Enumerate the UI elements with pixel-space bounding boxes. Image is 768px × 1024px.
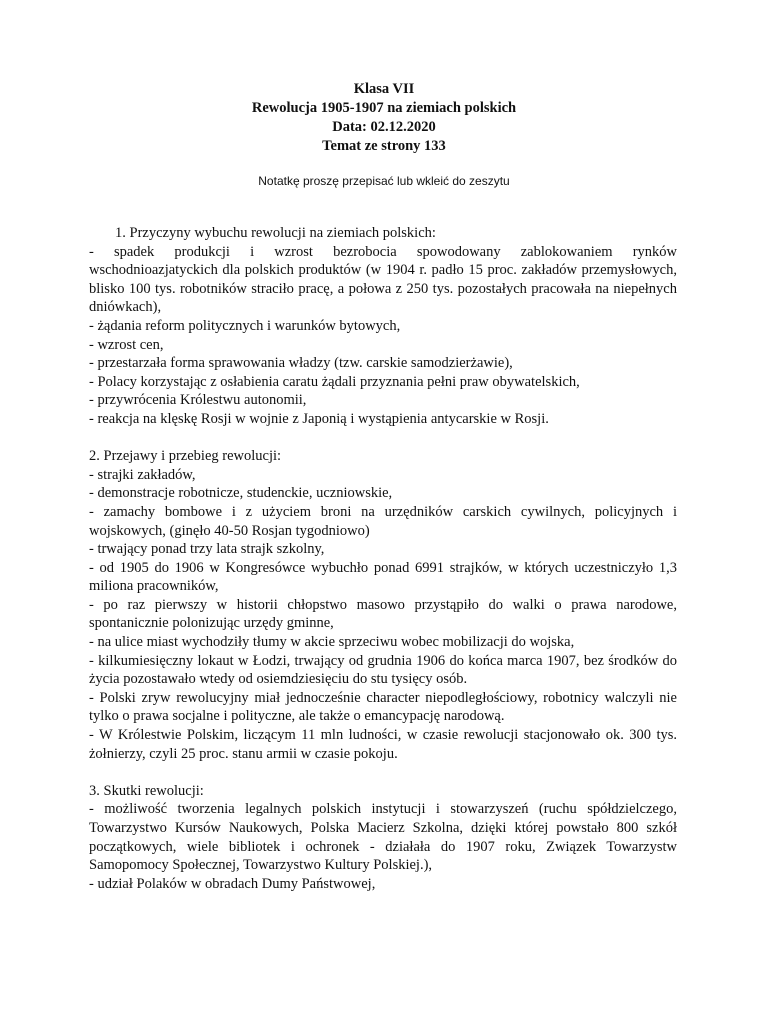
section-1-item: - wzrost cen, — [89, 336, 164, 353]
section-2-item: - na ulice miast wychodziły tłumy w akcie sprzeciwu wobec mobilizacji do wojska, — [89, 634, 575, 651]
class-line: Klasa VII — [353, 81, 415, 97]
section-3-title: 3. Skutki rewolucji: — [89, 782, 204, 799]
section-2-title: 2. Przejawy i przebieg rewolucji: — [89, 448, 282, 465]
section-2-item: - po raz pierwszy w historii chłopstwo masowo przystąpiło do walki o prawa narodowe, spontanicznie polonizując urzędy gminne, — [89, 596, 677, 632]
lesson-date: Data: 02.12.2020 — [332, 119, 436, 135]
section-2-item: - demonstracje robotnicze, studenckie, uczniowskie, — [89, 485, 393, 502]
section-2-item: - strajki zakładów, — [89, 466, 196, 483]
instruction-note: Notatkę proszę przepisać lub wkleić do zeszytu — [258, 174, 510, 188]
section-1-item: - żądania reform politycznych i warunków bytowych, — [89, 317, 401, 334]
section-1-item: - przywrócenia Królestwu autonomii, — [89, 392, 307, 409]
section-1-item: - spadek produkcji i wzrost bezrobocia spowodowany zablokowaniem rynków wschodnioazjatyckich dla polskich produktów (w 1904 r. padło 15 proc. zakładów przemysłowych, blisko 100 tys. robotników straciło pracę, a połowa z 250 tys. pozostałych pracowała na niepełnych dniówkach), — [89, 243, 677, 316]
section-2-item: - W Królestwie Polskim, liczącym 11 mln ludności, w czasie rewolucji stacjonowało ok. 300 tys. żołnierzy, czyli 25 proc. stanu armii w czasie pokoju. — [89, 727, 677, 762]
lesson-topic: Temat ze strony 133 — [322, 138, 446, 154]
document-body — [89, 224, 677, 893]
section-spacer — [89, 429, 677, 448]
section-2-item: - zamachy bombowe i z użyciem broni na urzędników carskich cywilnych, policyjnych i wojskowych, (ginęło 40-50 Rosjan tygodniowo) — [89, 503, 677, 539]
section-2-item: - kilkumiesięczny lokaut w Łodzi, trwający od grudnia 1906 do końca marca 1907, bez środków do życia pozostawało wtedy od osiemdziesięciu do stu tysięcy osób. — [89, 652, 677, 688]
section-1-item: - reakcja na klęskę Rosji w wojnie z Japonią i wystąpienia antycarskie w Rosji. — [89, 410, 549, 427]
section-1-item: - Polacy korzystając z osłabienia caratu żądali przyznania pełni praw obywatelskich, — [89, 373, 580, 390]
section-2-item: - Polski zryw rewolucyjny miał jednocześnie character niepodległościowy, robotnicy walczyli nie tylko o prawa socjalne i polityczne, ale także o emancypację narodową. — [89, 689, 677, 725]
section-1-item: - przestarzała forma sprawowania władzy (tzw. carskie samodzierżawie), — [89, 355, 513, 372]
section-2-item: - trwający ponad trzy lata strajk szkolny, — [89, 541, 325, 558]
lesson-title: Rewolucja 1905-1907 na ziemiach polskich — [251, 100, 517, 116]
section-1-title: 1. Przyczyny wybuchu rewolucji na ziemiach polskich: — [115, 225, 436, 241]
section-3-item: - możliwość tworzenia legalnych polskich instytucji i stowarzyszeń (ruchu spółdzielczego, Towarzystwo Kursów Naukowych, Polska Macierz Szkolna, dzięki której powstało 800 szkół początkowych, wiele bibliotek i ochronek - działała do 1907 roku, Związek Towarzystw Samopomocy Społecznej, Towarzystwo Kultury Polskiej.), — [89, 801, 677, 874]
section-3-item: - udział Polaków w obradach Dumy Państwowej, — [89, 875, 376, 892]
section-spacer — [89, 763, 677, 782]
document-header — [0, 80, 768, 156]
section-2-item: - od 1905 do 1906 w Kongresówce wybuchło ponad 6991 strajków, w których uczestniczyło 1,3 miliona pracowników, — [89, 559, 677, 595]
